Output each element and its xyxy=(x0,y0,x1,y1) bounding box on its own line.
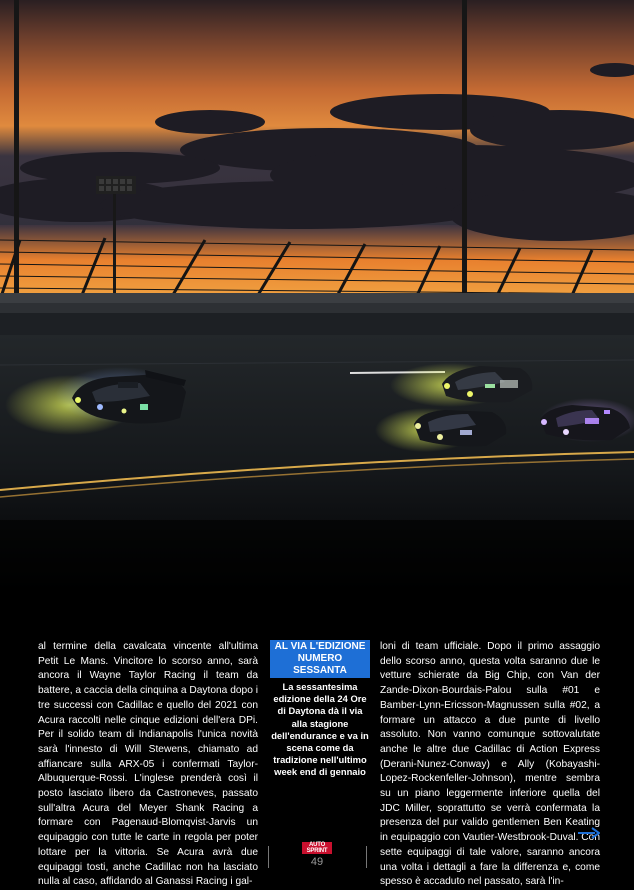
prototype-car-middle xyxy=(414,410,506,446)
photo-caption: La sessantesima edizione della 24 Ore di Daytona dà il via alla stagione dell'endurance e va in scena come da tradizione nell'ultimo week end di gennaio xyxy=(271,681,369,778)
right-text-column: loni di team ufficiale. Dopo il primo assaggio dello scorso anno, questa volta saranno due le vetture schierate da Big Chip, con Van der Zande-Dixon-Bourdais-Palou sulla #01 e Bamber-Lynn-Ericsson-Magnussen sulla #02, a formare un attacco a due punte di livello assoluto. Non vanno comunque sottovalutate anche le altre due Cadillac di Action Express (Derani-Nunez-Conway) e Ally (Kobayashi-Lopez-Rockenfeller-Johnson), mentre sembra su un piano leggermente inferiore quella del JDC Miller, soprattutto se verrà confermata la presenza del pur valido gentlemen Ben Keating in equipaggio con Vautier-Westbrook-Duval. Con sette equipaggi di tale valore, saranno ancora una volta i dettagli a fare la differenza e, come spesso è accaduto nel passato, sarà l'in- xyxy=(380,641,600,888)
left-text-column: al termine della cavalcata vincente all'ultima Petit Le Mans. Vincitore lo scorso anno, sarà ancora il Wayne Taylor Racing il team da battere, a caccia della cinquina a Daytona dopo i tre successi con Cadillac e quello del 2021 con Acura raccolti nelle cinque edizioni dell'era DPi. Per il solido team di Indianapolis l'unica novità sarà l'innesto di Will Stewens, chiamato ad affiancare sulla ARX-05 i confermati Taylor-Albuquerque-Rossi. L'inglese prenderà così il posto lasciato libero da Castroneves, passato sull'altra Acura del Meyer Shank Racing a formare con Pagenaud-Blomqvist-Jarvis un equipaggio con tutte le carte in regola per poter lottare per la vittoria. Se Acura avrà due equipaggi tosti, anche Cadillac non ha lasciato nulla al caso, affidando al Ganassi Racing i gal- xyxy=(38,641,258,888)
footer-divider-left xyxy=(268,846,269,868)
magazine-logo xyxy=(302,842,332,854)
sidebar-heading-line2: NUMERO SESSANTA xyxy=(293,653,347,676)
arrow-right-icon xyxy=(578,827,600,839)
logo-line2: SPRINT xyxy=(306,848,328,854)
sidebar-box xyxy=(270,640,370,779)
logo-line1: AUTO xyxy=(308,842,326,848)
footer-divider-right xyxy=(366,846,367,868)
sidebar-heading xyxy=(270,640,370,678)
page-number: 49 xyxy=(310,856,324,868)
sidebar-heading-line1: AL VIA L'EDIZIONE xyxy=(274,641,366,652)
